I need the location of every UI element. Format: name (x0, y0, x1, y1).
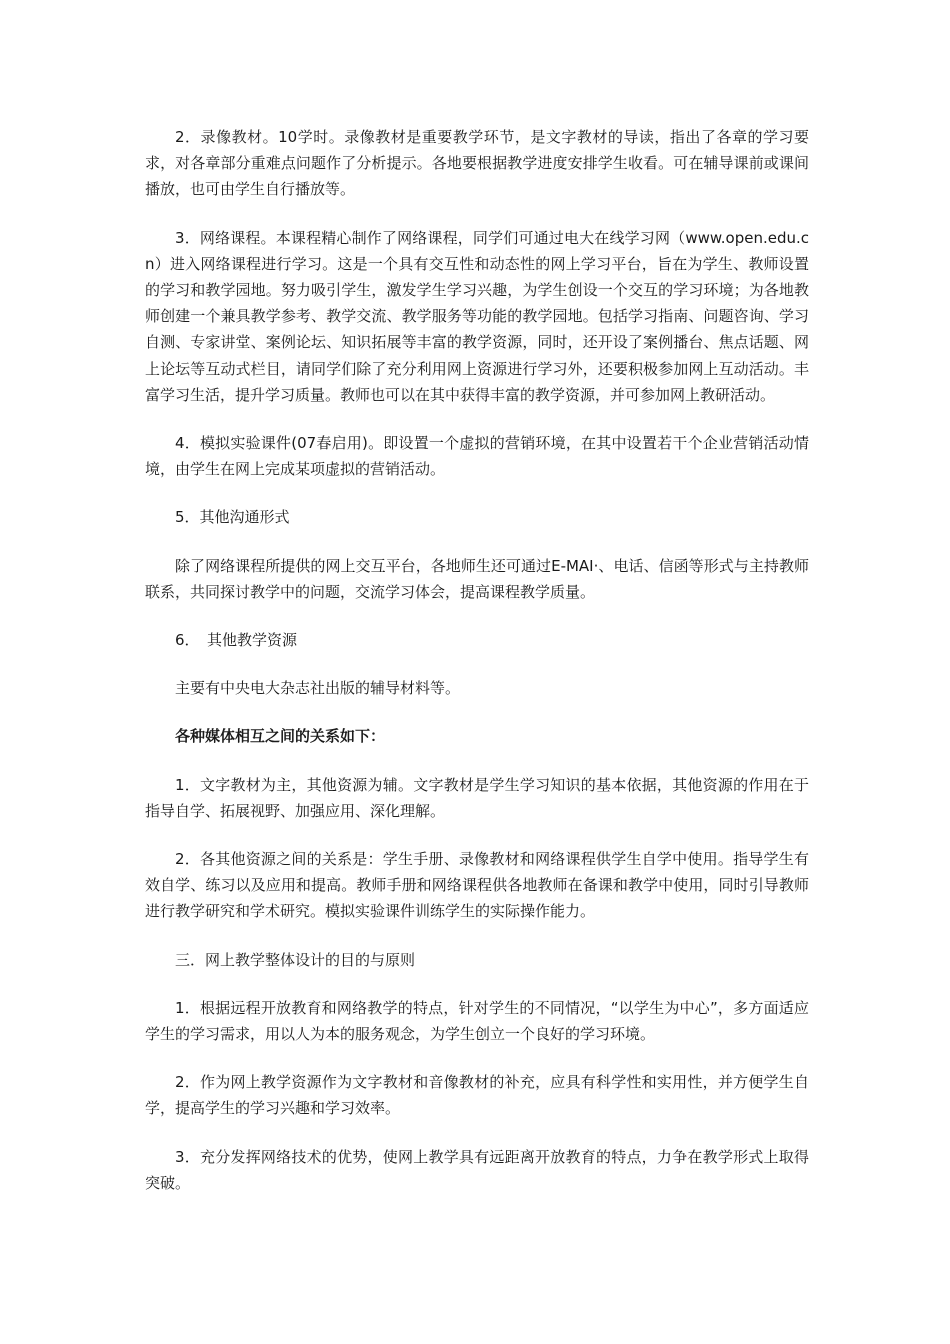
paragraph-simulation-courseware: 4．模拟实验课件(07春启用)。即设置一个虚拟的营销环境，在其中设置若干个企业营销活动情境，由学生在网上完成某项虚拟的营销活动。 (145, 434, 809, 479)
paragraph-principle-2: 2．作为网上教学资源作为文字教材和音像教材的补充，应具有科学性和实用性，并方便学生自学，提高学生的学习兴趣和学习效率。 (145, 1073, 809, 1118)
paragraph-other-resources-heading: 6． 其他教学资源 (175, 631, 298, 650)
paragraph-principle-3: 3．充分发挥网络技术的优势，使网上教学具有远距离开放教育的特点，力争在教学形式上取得突破。 (145, 1147, 809, 1192)
section-three-heading: 三．网上教学整体设计的目的与原则 (175, 950, 416, 969)
online-course-text-start: 3．网络课程。本课程精心制作了网络课程，同学们可通过电大在线学习网（ (175, 228, 686, 247)
paragraph-relationship-2: 2．各其他资源之间的关系是：学生手册、录像教材和网络课程供学生自学中使用。指导学生有效自学、练习以及应用和提高。教师手册和网络课程供各地教师在备课和教学中使用，同时引导教师进行教学研究和学术研究。模拟实验课件训练学生的实际操作能力。 (145, 850, 809, 921)
paragraph-principle-1: 1．根据远程开放教育和网络教学的特点，针对学生的不同情况，“以学生为中心”，多方面适应学生的学习需求，用以人为本的服务观念，为学生创立一个良好的学习环境。 (145, 998, 809, 1044)
open-edu-link[interactable]: www.open.edu.cn (145, 228, 809, 273)
paragraph-other-communication: 除了网络课程所提供的网上交互平台，各地师生还可通过E-MAI·、电话、信函等形式与主持教师联系，共同探讨教学中的问题，交流学习体会，提高课程教学质量。 (145, 556, 809, 601)
paragraph-online-course (145, 225, 809, 408)
document-body (145, 124, 809, 1218)
paragraph-video-materials: 2．录像教材。10学时。录像教材是重要教学环节，是文字教材的导读，指出了各章的学习要求，对各章部分重难点问题作了分析提示。各地要根据教学进度安排学生收看。可在辅导课前或课间播放，也可由学生自行播放等。 (145, 128, 809, 199)
media-relationship-heading: 各种媒体相互之间的关系如下： (175, 727, 386, 746)
paragraph-relationship-1: 1．文字教材为主，其他资源为辅。文字教材是学生学习知识的基本依据，其他资源的作用在于指导自学、拓展视野、加强应用、深化理解。 (145, 775, 809, 820)
paragraph-other-communication-heading: 5．其他沟通形式 (175, 508, 290, 527)
online-course-text-rest: ）进入网络课程进行学习。这是一个具有交互性和动态性的网上学习平台，旨在为学生、教师设置的学习和教学园地。努力吸引学生，激发学生学习兴趣，为学生创设一个交互的学习环境；为各地教师创建一个兼具教学参考、教学交流、教学服务等功能的教学园地。包括学习指南、问题咨询、学习自测、专家讲堂、案例论坛、知识拓展等丰富的教学资源，同时，还开设了案例播台、焦点话题、网上论坛等互动式栏目，请同学们除了充分利用网上资源进行学习外，还要积极参加网上互动活动。丰富学习生活，提升学习质量。教师也可以在其中获得丰富的教学资源，并可参加网上教研活动。 (145, 254, 809, 404)
paragraph-other-resources: 主要有中央电大杂志社出版的辅导材料等。 (175, 679, 461, 698)
